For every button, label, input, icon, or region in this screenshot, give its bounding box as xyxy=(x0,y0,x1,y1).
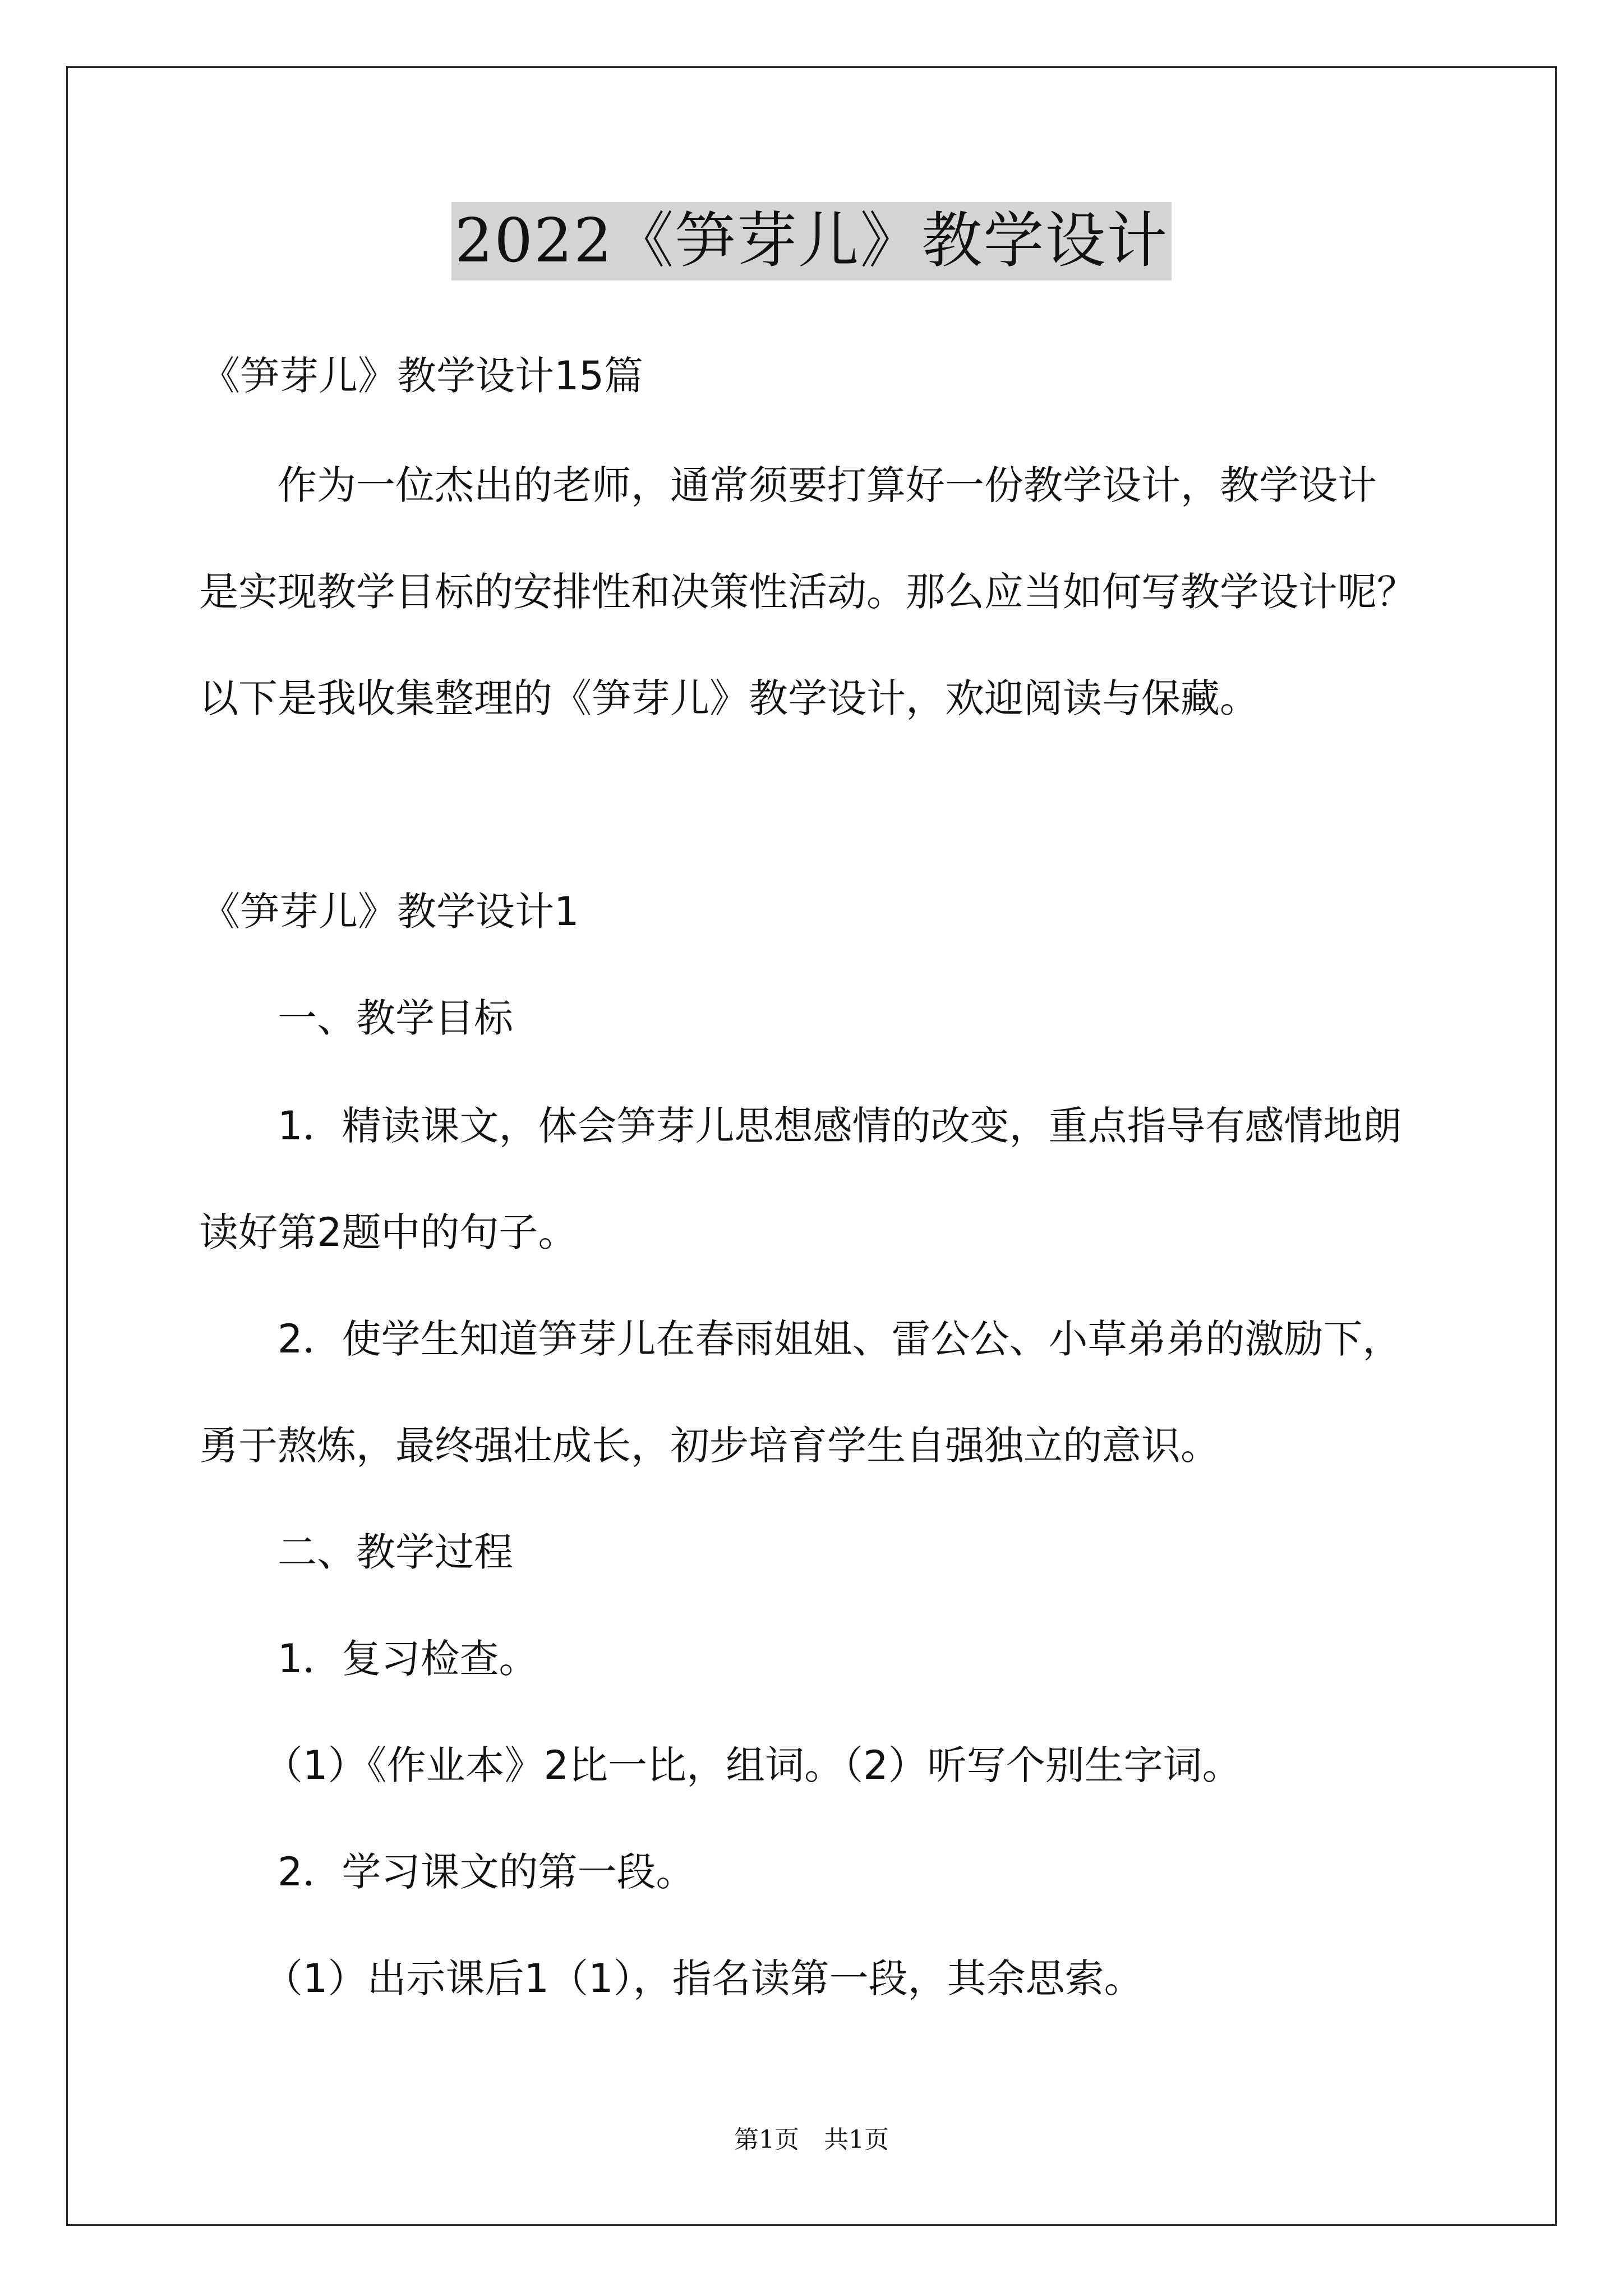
intro-line-2: 是实现教学目标的安排性和决策性活动。那么应当如何写教学设计呢？ xyxy=(199,569,1416,615)
title-container xyxy=(0,202,1623,280)
step-2-detail: （1）出示课后1（1），指名读第一段，其余思索。 xyxy=(264,1955,1144,2001)
process-heading: 二、教学过程 xyxy=(278,1529,513,1575)
goals-heading: 一、教学目标 xyxy=(278,995,513,1041)
subtitle: 《笋芽儿》教学设计15篇 xyxy=(201,353,644,399)
page-footer: 第1页 共1页 xyxy=(734,2125,889,2154)
step-2: 2．学习课文的第一段。 xyxy=(278,1849,695,1895)
goal-1-line-2: 读好第2题中的句子。 xyxy=(199,1209,578,1255)
goal-1-line-1: 1．精读课文，体会笋芽儿思想感情的改变，重点指导有感情地朗 xyxy=(278,1103,1402,1149)
step-1-detail: （1）《作业本》2比一比，组词。（2）听写个别生字词。 xyxy=(264,1742,1242,1788)
step-1: 1．复习检查。 xyxy=(278,1636,538,1682)
document-title: 2022《笋芽儿》教学设计 xyxy=(451,202,1172,280)
goal-2-line-1: 2．使学生知道笋芽儿在春雨姐姐、雷公公、小草弟弟的激励下， xyxy=(278,1316,1402,1362)
intro-line-1: 作为一位杰出的老师，通常须要打算好一份教学设计，教学设计 xyxy=(278,462,1377,508)
section-heading: 《笋芽儿》教学设计1 xyxy=(201,889,579,935)
intro-line-3: 以下是我收集整理的《笋芽儿》教学设计，欢迎阅读与保藏。 xyxy=(199,675,1259,721)
goal-2-line-2: 勇于熬炼，最终强壮成长，初步培育学生自强独立的意识。 xyxy=(199,1423,1220,1469)
